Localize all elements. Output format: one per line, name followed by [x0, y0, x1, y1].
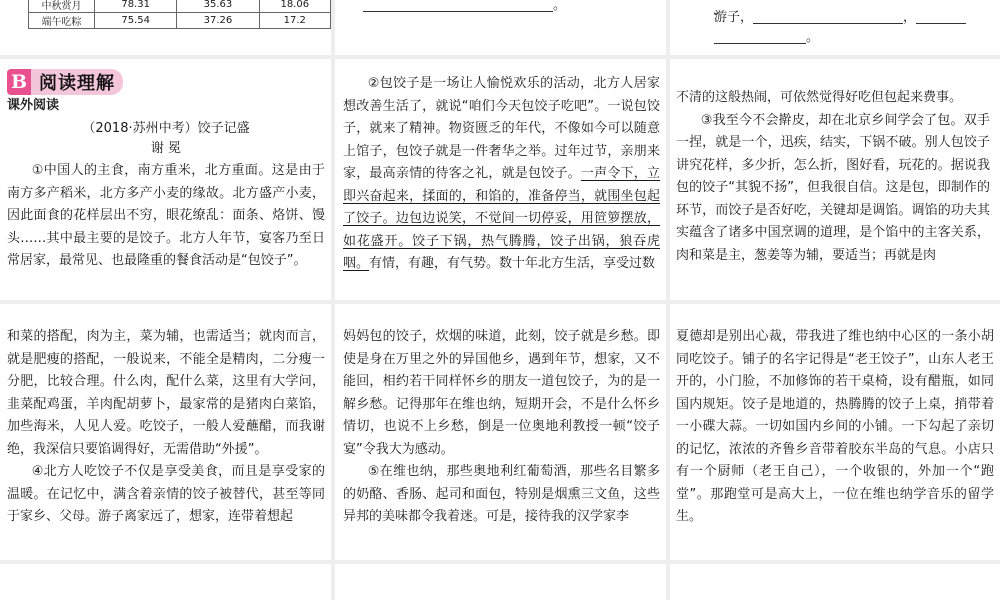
- top-middle-panel: [335, 0, 666, 55]
- reading-panel-2: [335, 59, 666, 300]
- blank-period: 。: [553, 0, 567, 13]
- table-row: [29, 0, 331, 13]
- top-left-panel: [0, 0, 331, 55]
- answer-blank[interactable]: [363, 0, 553, 12]
- sub-heading: 课外阅读: [7, 98, 60, 113]
- stats-table: [28, 0, 331, 29]
- underlined-passage: 一声令下，立即兴奋起来，揉面的，和馅的，准备停当，就围坐包起了饺子。边包边说笑，不觉间一切停妥，用笸箩摆放，如花盛开。饺子下锅，热气腾腾，饺子出锅，狼吞虎咽。: [343, 166, 660, 271]
- paragraph-continued: 和菜的搭配，肉为主，菜为辅，也需适当；就肉而言，就是肥瘦的搭配，一般说来，不能全是精肉，二分瘦一分肥，比较合理。什么肉，配什么菜，这里有大学问，韭菜配鸡蛋，羊肉配胡萝卜，最家常的是猪肉白菜馅，加些海米，人见人爱。吃饺子，一般人爱蘸醋，而我谢绝，我深信只要馅调得好，无需借助“外援”。: [7, 329, 325, 457]
- table-row: [29, 13, 331, 29]
- answer-blank[interactable]: [753, 11, 903, 24]
- table-cell: 17.2: [259, 13, 330, 29]
- paragraph-1: ①中国人的主食，南方重米，北方重面。这是由于南方多产稻米，北方多产小麦的缘故。北方盛产小麦，因此面食的花样层出不穷，眼花缭乱：面条、烙饼、馒头……其中最主要的是饺子。北方人年节，宴客乃至日常居家，最常见、也最隆重的餐食活动是“包饺子”。: [7, 163, 325, 268]
- article-body: [343, 73, 660, 276]
- answer-blank[interactable]: [916, 11, 966, 24]
- reading-panel-6: [670, 304, 1000, 560]
- article-title: （2018·苏州中考）饺子记盛: [82, 121, 250, 136]
- top-right-panel: [670, 0, 1000, 55]
- answer-blank[interactable]: [714, 31, 806, 44]
- badge-title: 阅读理解: [31, 69, 123, 95]
- table-cell: 中秋赏月: [29, 0, 95, 13]
- table-cell: 端午吃粽: [29, 13, 95, 29]
- reading-panel-3: [670, 59, 1000, 300]
- bottom-right-panel: [670, 564, 1000, 600]
- table-cell: 78.31: [95, 0, 177, 13]
- paragraph-5: ⑤在维也纳，那些奥地利红葡萄酒，那些名目繁多的奶酪、香肠、起司和面包，特别是烟熏三文鱼，这些异邦的美味都令我着迷。可是，接待我的汉学家李: [343, 464, 660, 524]
- reading-panel-4: [0, 304, 331, 560]
- blank-period: 。: [806, 30, 820, 45]
- article-body: [676, 87, 990, 267]
- paragraph-continued: 妈妈包的饺子，炊烟的味道，此刻，饺子就是乡愁。即使是身在万里之外的异国他乡，遇到年节，想家，又不能回，相约若干同样怀乡的朋友一道包饺子，为的是一解乡愁。记得那年在维也纳，短期开会，不是什么怀乡情切，也说不上乡愁，倒是一位奥地利教授一顿“饺子宴”令我大为感动。: [343, 329, 660, 457]
- blank-prefix: 游子，: [714, 10, 754, 25]
- paragraph-2-text: ②包饺子是一场让人愉悦欢乐的活动，北方人居家想改善生活了，就说“咱们今天包饺子吃吧”。一说包饺子，就来了精神。物资匮乏的年代，不像如今可以随意上馆子，包饺子就是一件奢华之举。过年过节，亲朋来家，最高亲情的待客之礼，就是包饺子。: [343, 76, 660, 181]
- table-cell: 18.06: [259, 0, 330, 13]
- paragraph-3: ③我至今不会擀皮，却在北京乡间学会了包。双手一捏，就是一个，迅疾，结实，下锅不破。别人包饺子讲究花样，多少折，怎么折，图好看，玩花的。据说我包的饺子“其貌不扬”，但我很自信。这是包，即制作的环节，而饺子是否好吃，关键却是调馅。调馅的功夫其实蕴含了诸多中国烹调的道理，是个馅中的主客关系，肉和菜是主，葱姜等为辅，要适当；再就是肉: [676, 112, 990, 263]
- bottom-left-panel: [0, 564, 331, 600]
- table-cell: 35.63: [177, 0, 259, 13]
- table-cell: 75.54: [95, 13, 177, 29]
- table-cell: 37.26: [177, 13, 259, 29]
- badge-letter: B: [7, 69, 31, 95]
- reading-panel-5: [335, 304, 666, 560]
- article-body: [343, 326, 660, 529]
- article-body: [7, 326, 325, 529]
- paragraph-2: [343, 73, 660, 276]
- paragraph-2-tail: 有情，有趣，有气势。数十年北方生活，享受过数: [369, 256, 656, 271]
- reading-panel-1: [0, 59, 331, 300]
- paragraph-continued: 夏德却是别出心裁，带我进了维也纳中心区的一条小胡同吃饺子。铺子的名字记得是“老王饺子”，山东人老王开的，小门脸，不加修饰的若干桌椅，设有醋瓶，如同国内规矩。饺子是地道的，热腾腾的饺子上桌，捎带着一小碟大蒜。一切如国内乡间的小铺。一下勾起了亲切的记忆，浓浓的齐鲁乡音带着胶东半岛的气息。小店只有一个厨师（老王自己），一个收银的，外加一个“跑堂”。那跑堂可是高大上，一位在维也纳学音乐的留学生。: [676, 329, 994, 524]
- paragraph-4: ④北方人吃饺子不仅是享受美食，而且是享受家的温暖。在记忆中，满含着亲情的饺子被替代，甚至等同于家乡、父母。游子离家远了，想家，连带着想起: [7, 464, 325, 524]
- blank-comma: ，: [903, 10, 917, 25]
- section-badge: [7, 69, 123, 95]
- article-author: 谢 冕: [150, 141, 182, 156]
- article-body: [7, 160, 325, 273]
- article-body: [676, 326, 994, 529]
- paragraph-continued: 不清的这般热闹，可依然觉得好吃但包起来费事。: [676, 90, 963, 105]
- bottom-middle-panel: [335, 564, 666, 600]
